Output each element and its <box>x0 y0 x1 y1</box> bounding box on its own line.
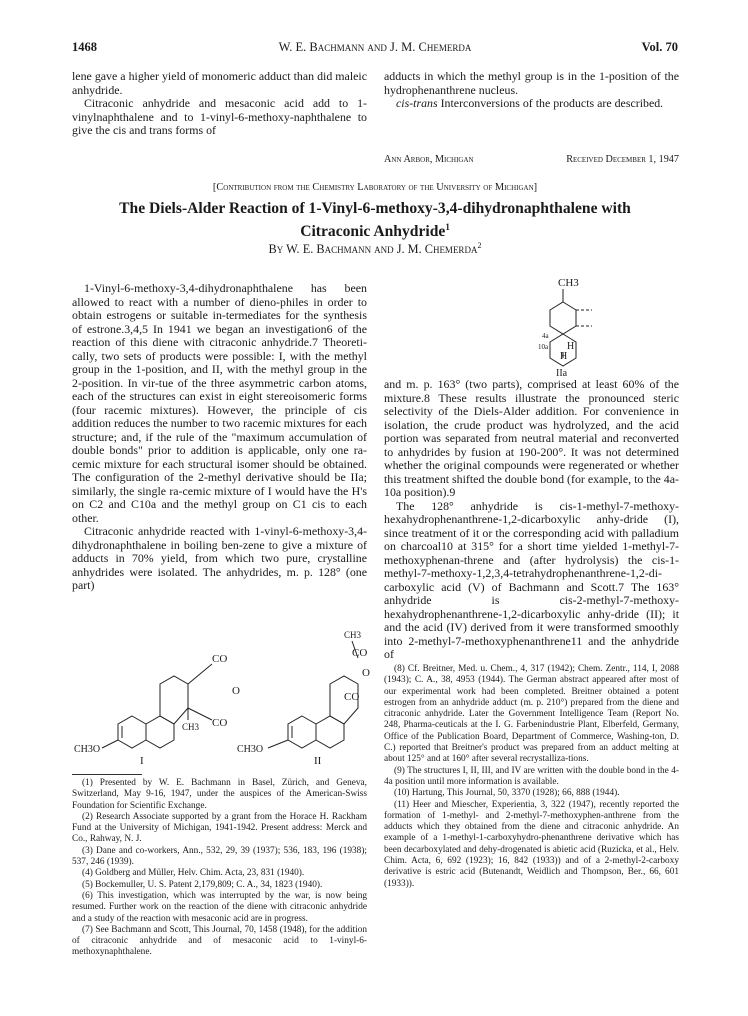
footnote-6: (6) This investigation, which was interrupted by the war, is now being resumed. Further work on the reaction of the diene with citraconic anhydride and a study of the reaction with mesaconic acid are in progress. <box>72 890 367 924</box>
body-paragraph-2: Citraconic anhydride reacted with 1-vinyl-6-methoxy-3,4-dihydronaphthalene in boiling ben-zene to give a mixture of adducts in 70% yield, from which two pure, crystalline anhydrides were isolated. The anhydrides, m. p. 128° (one part) <box>72 524 367 592</box>
footnotes-right <box>384 664 679 890</box>
running-header <box>72 40 678 58</box>
title-footnote-mark: 1 <box>445 222 450 232</box>
footnote-2: (2) Research Associate supported by a grant from the Horace H. Rackham Fund at the University of Michigan, 1941-1942. Present address: Merck and Co., Rahway, N. J. <box>72 811 367 845</box>
body-right-column <box>384 378 679 662</box>
I-methyl: CH3 <box>182 722 200 732</box>
footnote-5: (5) Bockemuller, U. S. Patent 2,179,809; C. A., 34, 1823 (1940). <box>82 879 323 890</box>
location: Ann Arbor, Michigan <box>384 154 474 165</box>
byline-text: By W. E. Bachmann and J. M. Chemerda <box>268 242 478 257</box>
structure-I <box>74 653 240 767</box>
prev-paragraph-4 <box>384 97 679 111</box>
article-title <box>72 200 678 241</box>
body-paragraph-1: 1-Vinyl-6-methoxy-3,4-dihydronaphthalene has been allowed to react with a number of dieno-philes in order to obtain estrogens or suitable in-termediates for the synthesis of estrone.3,4,5 In 1941 we began an investigation6 of the reaction of this diene with citraconic anhydride.7 Theoreti-cally, two sets of products were possible: I, with the methyl group in the 1-position, and II, with the methyl group in the 2-position. In vir-tue of the three asymmetric carbon atoms, each of the structures can exist in eight stereoisomeric forms (four racemic mixtures). However, the principle of cis addition reduces the number to two racemic mixtures for each structure; and, if the rule of the "maximum accumulation of double bonds" prior to addition is applicable, only one ra-cemic mixture for each structural isomer should be obtained. The configuration of the 2-methyl derivative should be IIa; similarly, the single ra-cemic mixture of I would have the H's on C2 and C10a and the methyl group on C1 cis to each other. <box>72 281 367 525</box>
footnote-7: (7) See Bachmann and Scott, This Journal, 70, 1458 (1948), for the addition of citraconic anhydride and of mesaconic acid to 1-vinyl-6-methoxynaphthalene. <box>72 924 367 958</box>
footnote-8: (8) Cf. Breitner, Med. u. Chem., 4, 317 (1942); Chem. Zentr., 114, I, 2088 (1943); C. A., 38, 4953 (1944). The German abstract appeared after most of our experimental work had been completed. Breitner obtained a potent estrogen from an anhydride adduct (m. p. 210°) prepared from the diene and citraconic anhydride. Later the Government Intelligence Team (Report No. 248, Pharma-ceuticals at the I. G. Farbenindustrie Plant, Elberfeld, Germany, Office of the Publication Board, Department of Commerce, Washing-ton, D. C.) reported that Breitner's product was prepared from an adduct melting at about 125° and at 160° after several recrystalliza-tions. <box>384 664 679 765</box>
I-ring-B <box>146 716 174 748</box>
title-line-2-text: Citraconic Anhydride <box>300 223 446 241</box>
I-methoxy-bond <box>102 740 118 748</box>
II-methyl: CH3 <box>344 630 362 640</box>
footnote-3: (3) Dane and co-workers, Ann., 532, 29, 39 (1937); 536, 183, 196 (1938); 537, 246 (1939). <box>72 845 367 868</box>
prev-paragraph-3: adducts in which the methyl group is in the 1-position of the hydrophenanthrene nucleus. <box>384 69 679 97</box>
byline <box>72 241 678 257</box>
body-paragraph-3: and m. p. 163° (two parts), comprised at least 60% of the mixture.8 These results illustrate the pronounced steric selectivity of the Diels-Alder addition. For convenience in isolation, the crude product was hydrolyzed, and the acid portion was separated from neutral material and reconverted to anhydrides by fusion at 190-200°. It was not determined whether the original compounds were regenerated or whether this treatment shifted the double bond (for example, to the 4a-10a position).9 <box>384 377 679 499</box>
structure-II <box>237 630 370 767</box>
I-co-top: CO <box>212 653 228 665</box>
II-co-top: CO <box>352 647 368 659</box>
II-label: II <box>314 755 322 767</box>
II-methoxy-bond <box>268 740 288 748</box>
II-co-bottom: CO <box>344 691 360 703</box>
title-line-1: The Diels-Alder Reaction of 1-Vinyl-6-methoxy-3,4-dihydronaphthalene with <box>119 200 631 217</box>
volume-number: Vol. 70 <box>641 40 678 54</box>
IIa-h1-label: H <box>567 341 575 352</box>
received-date: Received December 1, 1947 <box>566 154 679 165</box>
structure-IIa <box>520 270 610 378</box>
IIa-upper-ring <box>550 302 576 334</box>
IIa-label: IIa <box>556 368 568 378</box>
prev-paragraph-1: lene gave a higher yield of monomeric adduct than did maleic anhydride. <box>72 69 367 97</box>
title-line-2 <box>72 218 678 241</box>
I-label: I <box>140 755 144 767</box>
running-title: W. E. Bachmann and J. M. Chemerda <box>278 40 472 54</box>
II-ring-B <box>316 716 344 748</box>
footnote-1: (1) Presented by W. E. Bachmann in Basel, Zürich, and Geneva, Switzerland, May 9-16, 1947, under the auspices of the American-Swiss Foundation for Scientific Exchange. <box>72 778 367 811</box>
prev-article-right <box>384 70 679 111</box>
footnote-11: (11) Heer and Miescher, Experientia, 3, 322 (1947), recently reported the formation of 1-methyl- and 2-methyl-7-methoxyphen-anthrene from the adducts which they obtained from the diene and citraconic anhydride. An example of a 1-methyl-1-carboxyhydro-phenanthrene derivative which has been decarboxylated and dehy-drogenated is abietic acid (Ruzicka, et al., Helv. Chim. Acta, 6, 692 (1923); 16, 842 (1933)) and of a 2-methyl-2-carboxy derivative is estric acid (Butenandt, Weidlich and Thompson, Ber., 66, 601 (1933)). <box>384 799 679 889</box>
IIa-methyl-label: CH3 <box>558 277 579 289</box>
byline-footnote-mark: 2 <box>477 241 482 250</box>
body-paragraph-4: The 128° anhydride is cis-1-methyl-7-methoxy-hexahydrophenanthrene-1,2-dicarboxylic anhy-dride (I), since treatment of it or the corresponding acid with palladium on charcoal10 at 315° for a short time yielded 1-methyl-7-methoxyphenan-threne and (after hydrolysis) the cis-1-methyl-7-methoxy-1,2,3,4-tetrahydrophenanthrene-1,2-di-carboxylic acid (V) of Bachmann and Scott.7 The 163° anhydride is cis-2-methyl-7-methoxy-hexahydrophenanthrene-1,2-dicarboxylic anhy-dride (II); it and the acid (IV) derived from it were transformed smoothly into 2-methyl-7-methoxyphenanthrene11 and the anhydride of <box>384 498 679 661</box>
footnote-4: (4) Goldberg and Müller, Helv. Chim. Acta, 23, 831 (1940). <box>82 868 305 879</box>
cis-trans-italic: cis-trans <box>396 96 438 110</box>
prev-article-left <box>72 70 367 138</box>
II-o-label: O <box>362 667 370 679</box>
I-co-bottom: CO <box>212 717 228 729</box>
I-co-top-bond <box>188 664 212 684</box>
IIa-c4a-label: 4a <box>542 332 549 340</box>
I-co-bottom-bond <box>188 708 212 720</box>
II-methoxy: CH3O <box>237 744 264 755</box>
footnote-9: (9) The structures I, II, III, and IV are written with the double bond in the 4-4a position until more information is available. <box>384 765 679 787</box>
IIa-h2-label: H <box>560 351 568 362</box>
structure-diagrams-I-II <box>72 628 372 768</box>
body-left-column <box>72 282 367 593</box>
page-number: 1468 <box>72 40 97 54</box>
IIa-c10a-label: 10a <box>538 343 549 351</box>
prev-paragraph-4-rest: Interconversions of the products are described. <box>437 96 664 110</box>
I-o-label: O <box>232 685 240 697</box>
footnotes-left <box>72 778 367 959</box>
footnote-rule-left <box>72 774 142 775</box>
I-methoxy: CH3O <box>74 744 101 755</box>
contribution-line: [Contribution from the Chemistry Laboratory of the University of Michigan] <box>212 182 538 193</box>
I-ring-C <box>160 676 188 724</box>
prev-paragraph-2: Citraconic anhydride and mesaconic acid add to 1-vinylnaphthalene and to 1-vinyl-6-methoxy-naphthalene to give the cis and trans forms of <box>72 96 367 137</box>
footnote-10: (10) Hartung, This Journal, 50, 3370 (1928); 66, 888 (1944). <box>394 788 620 799</box>
